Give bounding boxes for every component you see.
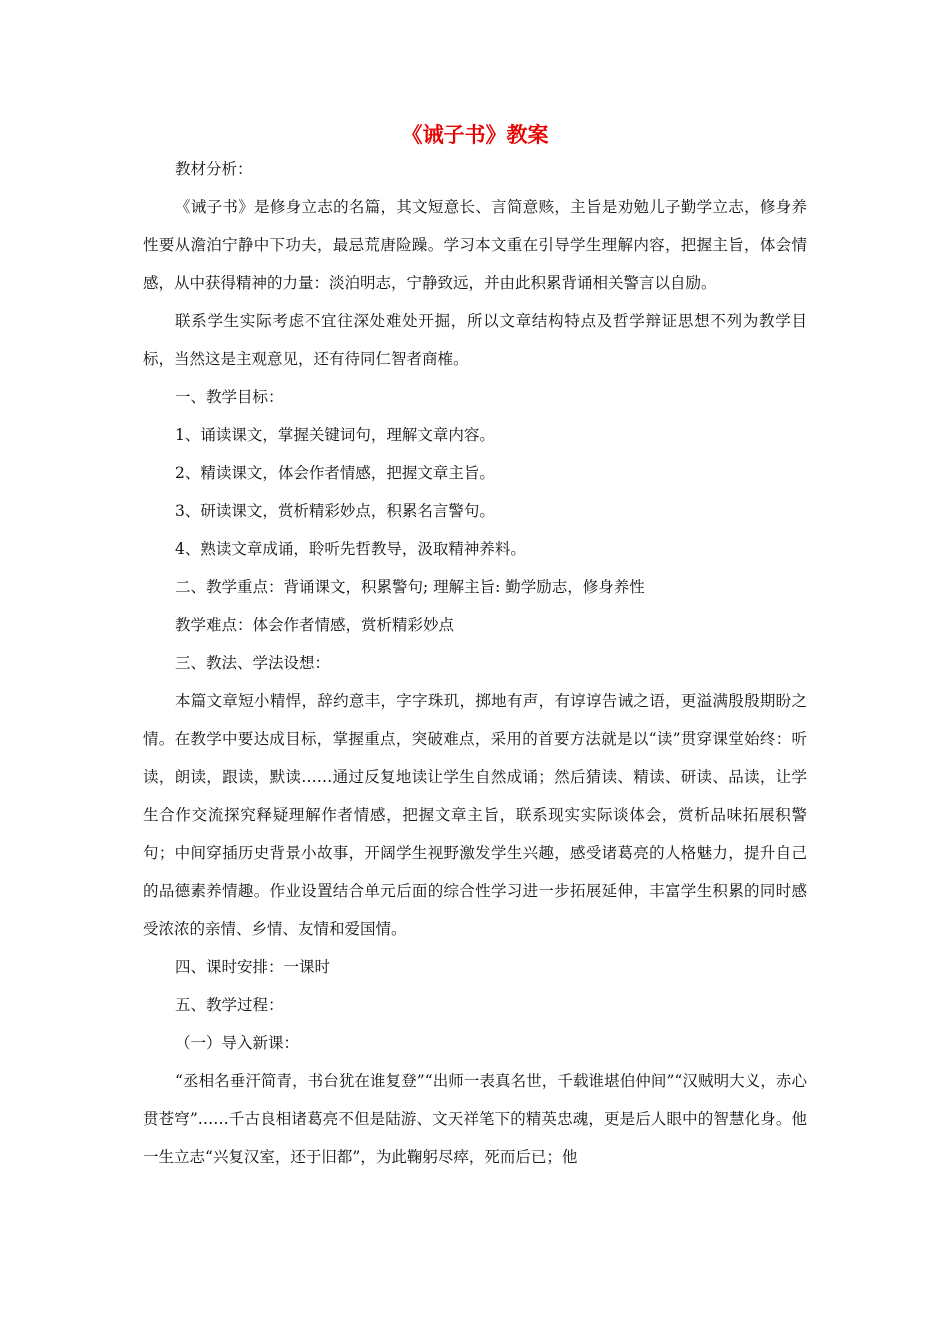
- paragraph-section-heading: 一、教学目标：: [175, 388, 284, 406]
- paragraph-text: “丞相名垂汗简青，书台犹在谁复登”“出师一表真名世，千载谁堪伯仲间”“汉贼明大义，赤心贯苍穹”……千古良相诸葛亮不但是陆游、文天祥笔下的精英忠魂，更是后人眼中的智慧化身。他一生立志“兴复汉室，还于旧都”，为此鞠躬尽瘁，死而后已；他: [143, 1072, 807, 1166]
- document-title: 《诫子书》教案: [401, 123, 549, 147]
- list-item: 3、研读课文，赏析精彩妙点，积累名言警句。: [175, 502, 495, 520]
- paragraph-section-heading: 四、课时安排：一课时: [175, 958, 331, 976]
- list-item: 4、熟读文章成诵，聆听先哲教导，汲取精神养料。: [175, 540, 526, 558]
- paragraph-text: 教学难点：体会作者情感，赏析精彩妙点: [175, 616, 455, 634]
- paragraph-section-heading: 五、教学过程：: [175, 996, 284, 1014]
- paragraph-section-heading: 教材分析：: [175, 160, 253, 178]
- paragraph-text: 本篇文章短小精悍，辞约意丰，字字珠玑，掷地有声，有谆谆告诫之语，更溢满殷殷期盼之情。在教学中要达成目标，掌握重点，突破难点，采用的首要方法就是以“读”贯穿课堂始终：听读，朗读，跟读，默读……通过反复地读让学生自然成诵；然后猜读、精读、研读、品读，让学生合作交流探究释疑理解作者情感，把握文章主旨，联系现实实际谈体会，赏析品味拓展积警句；中间穿插历史背景小故事，开阔学生视野激发学生兴趣，感受诸葛亮的人格魅力，提升自己的品德素养情趣。作业设置结合单元后面的综合性学习进一步拓展延伸，丰富学生积累的同时感受浓浓的亲情、乡情、友情和爱国情。: [143, 692, 807, 938]
- list-item: 1、诵读课文，掌握关键词句，理解文章内容。: [175, 426, 495, 444]
- paragraph-section-heading: 三、教法、学法设想：: [175, 654, 331, 672]
- paragraph-text: 《诫子书》是修身立志的名篇，其文短意长、言简意赅，主旨是劝勉儿子勤学立志，修身养性要从澹泊宁静中下功夫，最忌荒唐险躁。学习本文重在引导学生理解内容，把握主旨，体会情感，从中获得精神的力量：淡泊明志，宁静致远，并由此积累背诵相关警言以自励。: [143, 198, 807, 292]
- document-body: [143, 150, 807, 1176]
- paragraph-text: 联系学生实际考虑不宜往深处难处开掘，所以文章结构特点及哲学辩证思想不列为教学目标，当然这是主观意见，还有待同仁智者商榷。: [143, 312, 807, 368]
- paragraph-subheading: （一）导入新课：: [175, 1034, 300, 1052]
- list-item: 2、精读课文，体会作者情感，把握文章主旨。: [175, 464, 495, 482]
- paragraph-section-heading: 二、教学重点：背诵课文，积累警句; 理解主旨: 勤学励志，修身养性: [175, 578, 645, 596]
